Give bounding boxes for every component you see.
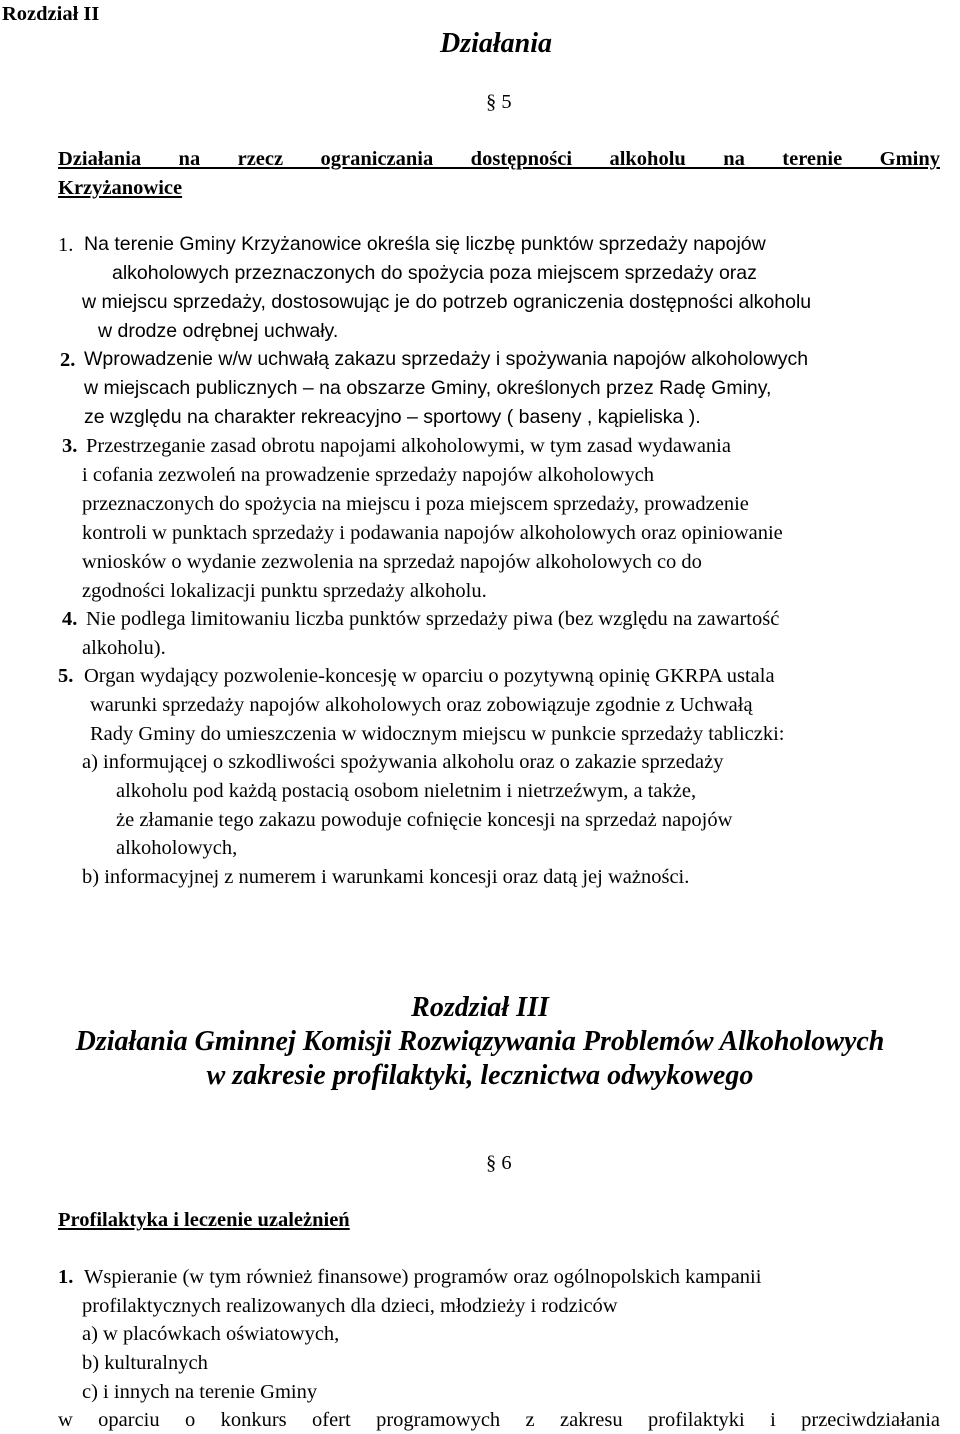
sub-item-text: alkoholu pod każdą postacią osobom nieletnim i nietrzeźwym, a także, <box>116 780 697 802</box>
chapter-title: Działania Gminnej Komisji Rozwiązywania Problemów Alkoholowych <box>75 1026 885 1057</box>
chapter-label: Rozdział II <box>2 3 100 25</box>
item-text: Rady Gminy do umieszczenia w widocznym miejscu w punkcie sprzedaży tabliczki: <box>90 723 785 745</box>
item-text: Wspieranie (w tym również finansowe) programów oraz ogólnopolskich kampanii <box>84 1266 762 1288</box>
sub-item-a: a) informującej o szkodliwości spożywania alkoholu oraz o zakazie sprzedaży <box>82 751 724 773</box>
item-text: Przestrzeganie zasad obrotu napojami alkoholowymi, w tym zasad wydawania <box>86 435 731 457</box>
section-heading-cont: Krzyżanowice <box>58 177 183 199</box>
item-text: i cofania zezwoleń na prowadzenie sprzedaży napojów alkoholowych <box>82 464 655 486</box>
item-text: zgodności lokalizacji punktu sprzedaży alkoholu. <box>82 580 487 602</box>
item-number: 1. <box>58 1266 74 1288</box>
item-number: 3. <box>62 435 78 457</box>
item-number: 5. <box>58 665 74 687</box>
item-text: przeznaczonych do spożycia na miejscu i poza miejscem sprzedaży, prowadzenie <box>82 493 749 515</box>
item-text: alkoholowych przeznaczonych do spożycia poza miejscem sprzedaży oraz <box>112 262 757 284</box>
item-text: Wprowadzenie w/w uchwałą zakazu sprzedaży i spożywania napojów alkoholowych <box>84 348 809 370</box>
sub-item-text: alkoholowych, <box>116 837 238 859</box>
sub-item-text: że złamanie tego zakazu powoduje cofnięcie koncesji na sprzedaż napojów <box>116 809 733 831</box>
item-text: Na terenie Gminy Krzyżanowice określa się liczbę punktów sprzedaży napojów <box>84 233 766 255</box>
item-text: profilaktycznych realizowanych dla dzieci, młodzieży i rodziców <box>82 1295 618 1317</box>
sub-item-a: a) w placówkach oświatowych, <box>82 1323 340 1345</box>
item-text: w miejscach publicznych – na obszarze Gminy, określonych przez Radę Gminy, <box>84 377 772 399</box>
sub-item-c: c) i innych na terenie Gminy <box>82 1381 318 1403</box>
item-text: Nie podlega limitowaniu liczba punktów sprzedaży piwa (bez względu na zawartość <box>86 608 780 630</box>
chapter-title: Działania <box>440 28 553 59</box>
section-heading: Działania na rzecz ograniczania dostępności alkoholu na terenie Gminy <box>58 148 940 170</box>
item-text: w drodze odrębnej uchwały. <box>98 320 339 342</box>
item-text: w oparciu o konkurs ofert programowych z zakresu profilaktyki i przeciwdziałania <box>58 1409 940 1431</box>
section-number: § 5 <box>486 91 512 113</box>
item-text: w miejscu sprzedaży, dostosowując je do potrzeb ograniczenia dostępności alkoholu <box>82 291 812 313</box>
item-number: 2. <box>60 349 76 371</box>
item-text: ze względu na charakter rekreacyjno – sportowy ( baseny , kąpieliska ). <box>84 406 701 428</box>
item-text: warunki sprzedaży napojów alkoholowych oraz zobowiązuje zgodnie z Uchwałą <box>90 694 753 716</box>
item-text: alkoholu). <box>82 637 166 659</box>
chapter-label: Rozdział III <box>411 992 549 1023</box>
item-number: 4. <box>62 608 78 630</box>
item-text: wniosków o wydanie zezwolenia na sprzedaż napojów alkoholowych co do <box>82 551 702 573</box>
sub-item-b: b) informacyjnej z numerem i warunkami koncesji oraz datą jej ważności. <box>82 866 690 888</box>
item-text: Organ wydający pozwolenie-koncesję w oparciu o pozytywną opinię GKRPA ustala <box>84 665 775 687</box>
section-number: § 6 <box>486 1152 512 1174</box>
sub-item-b: b) kulturalnych <box>82 1352 208 1374</box>
chapter-title-cont: w zakresie profilaktyki, lecznictwa odwykowego <box>206 1060 754 1091</box>
section-heading: Profilaktyka i leczenie uzależnień <box>58 1209 350 1231</box>
item-number: 1. <box>58 234 74 256</box>
item-text: kontroli w punktach sprzedaży i podawania napojów alkoholowych oraz opiniowanie <box>82 522 783 544</box>
